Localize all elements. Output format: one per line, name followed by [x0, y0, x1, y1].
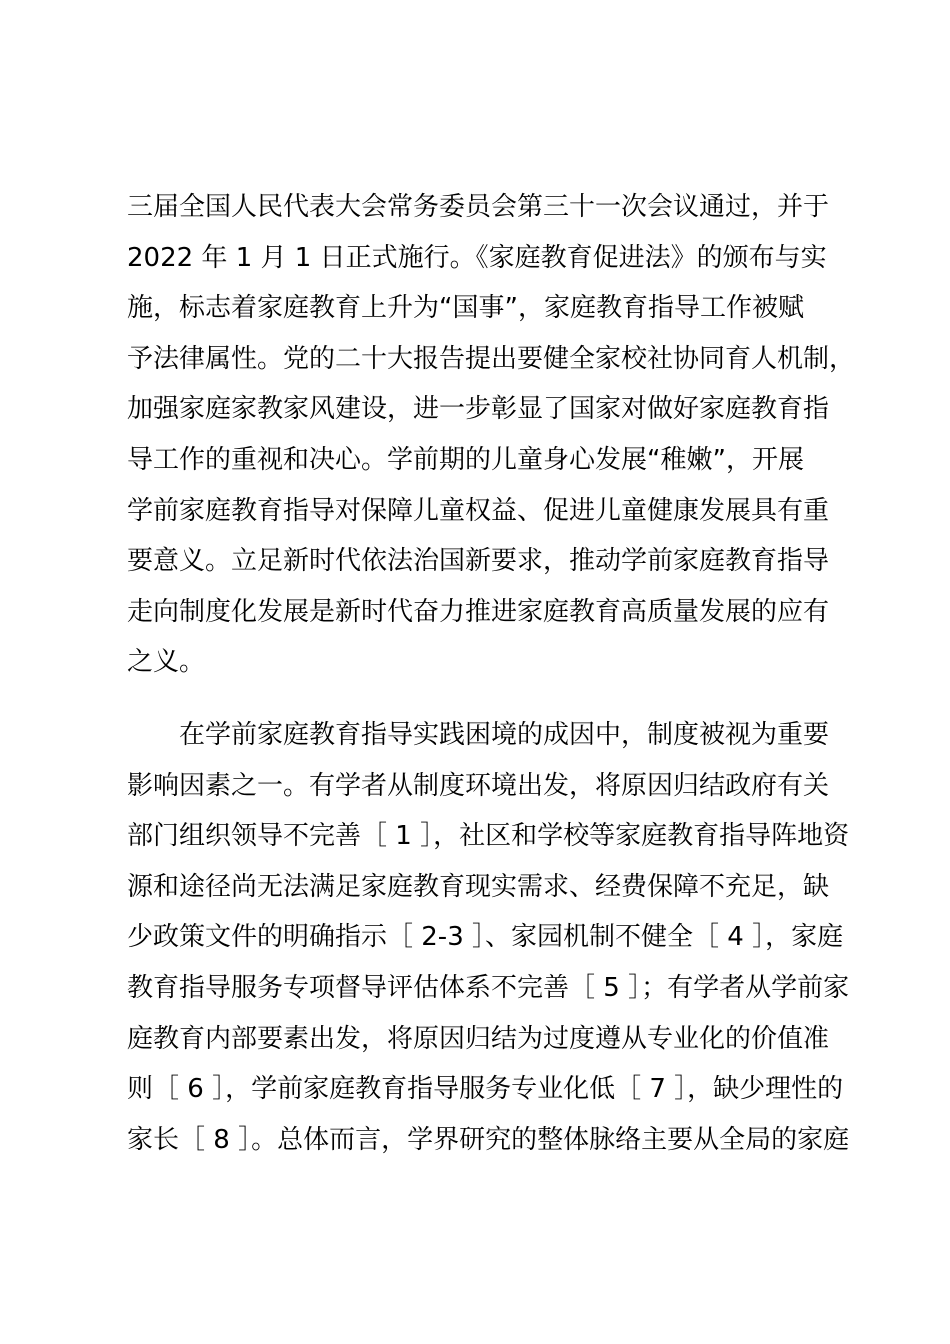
text-line: 家长［ 8 ］。总体而言，学界研究的整体脉络主要从全局的家庭: [127, 1124, 850, 1155]
text-line: 庭教育内部要素出发，将原因归结为过度遵从专业化的价值准: [127, 1023, 830, 1054]
text-line: 走向制度化发展是新时代奋力推进家庭教育高质量发展的应有: [127, 596, 830, 627]
text-line: 部门组织领导不完善［ 1 ］，社区和学校等家庭教育指导阵地资: [127, 821, 850, 852]
text-line: 在学前家庭教育指导实践困境的成因中，制度被视为重要: [179, 719, 830, 750]
text-line: 三届全国人民代表大会常务委员会第三十一次会议通过，并于: [127, 192, 830, 222]
paragraph-spacer: [127, 688, 847, 710]
text-line: 少政策文件的明确指示［ 2-3 ］、家园机制不健全［ 4 ］，家庭: [127, 922, 844, 953]
text-line: 导工作的重视和决心。学前期的儿童身心发展“稚嫩”，开展: [127, 444, 804, 475]
paragraph-2: [127, 710, 850, 1165]
text-line: 教育指导服务专项督导评估体系不完善［ 5 ］；有学者从学前家: [127, 972, 850, 1003]
document-body: [127, 182, 856, 1165]
paragraph-1: [127, 182, 856, 688]
text-line: 源和途径尚无法满足家庭教育现实需求、经费保障不充足，缺: [127, 871, 830, 902]
text-line: 影响因素之一。有学者从制度环境出发，将原因归结政府有关: [127, 770, 830, 801]
text-line: 加强家庭家教家风建设，进一步彰显了国家对做好家庭教育指: [127, 394, 830, 425]
text-line: 则［ 6 ］，学前家庭教育指导服务专业化低［ 7 ］，缺少理性的: [127, 1074, 844, 1105]
text-line: 施，标志着家庭教育上升为“国事”，家庭教育指导工作被赋: [127, 293, 804, 324]
text-line: 予法律属性。党的二十大报告提出要健全家校社协同育人机制，: [127, 343, 856, 374]
text-line: 要意义。立足新时代依法治国新要求，推动学前家庭教育指导: [127, 546, 830, 577]
text-line: 学前家庭教育指导对保障儿童权益、促进儿童健康发展具有重: [127, 495, 830, 526]
text-line: 之义。: [127, 647, 206, 678]
text-line: 2022 年 1 月 1 日正式施行。《家庭教育促进法》的颁布与实: [127, 242, 827, 273]
